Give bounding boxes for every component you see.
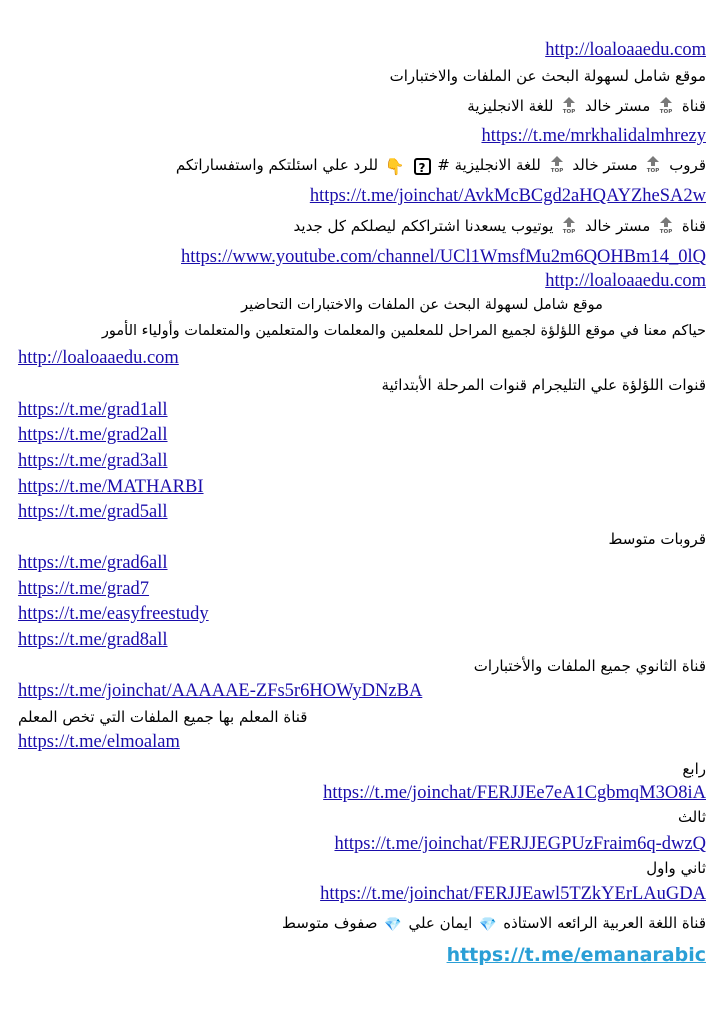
top-arrow-icon bbox=[657, 216, 675, 234]
link-text[interactable]: https://t.me/grad7 bbox=[18, 579, 150, 599]
link-easyfreestudy[interactable] bbox=[18, 604, 706, 625]
site-description-2: موقع شامل لسهولة البحث عن الملفات والاختبارات التحاضير bbox=[241, 297, 603, 313]
link-text[interactable]: https://t.me/grad6all bbox=[18, 553, 168, 573]
link-text[interactable]: http://loaloaaedu.com bbox=[545, 271, 706, 291]
label-eman: ايمان علي bbox=[408, 914, 473, 932]
link-grad2[interactable] bbox=[18, 425, 706, 446]
svg-text:TOP: TOP bbox=[550, 168, 563, 173]
question-mark-icon: ? bbox=[414, 158, 431, 175]
link-elmoalam[interactable] bbox=[18, 732, 706, 753]
top-arrow-icon bbox=[644, 155, 662, 173]
link-text[interactable]: https://t.me/easyfreestudy bbox=[18, 604, 209, 624]
channel-khalid-line bbox=[18, 96, 706, 115]
grade3-label: ثالث bbox=[677, 808, 706, 826]
label-channel: قناة bbox=[681, 97, 706, 115]
link-grad1[interactable] bbox=[18, 400, 706, 421]
label-mr-khalid: مستر خالد bbox=[572, 156, 638, 174]
label-english: للغة الانجليزية bbox=[467, 97, 554, 115]
label-middle-grades: صفوف متوسط bbox=[281, 914, 378, 932]
link-matharbi[interactable] bbox=[18, 477, 706, 498]
link-text[interactable]: https://t.me/mrkhalidalmhrezy bbox=[481, 126, 706, 146]
link-grade3-joinchat[interactable] bbox=[18, 834, 706, 855]
svg-text:TOP: TOP bbox=[659, 109, 673, 114]
label-english-hash: للغة الانجليزية # bbox=[437, 156, 541, 174]
top-arrow-icon bbox=[548, 155, 566, 173]
teacher-channel-text: قناة المعلم بها جميع الملفات التي تخص المعلم bbox=[18, 708, 308, 726]
link-grade4-joinchat[interactable] bbox=[18, 783, 706, 804]
site-description-1: موقع شامل لسهولة البحث عن الملفات والاختبارات bbox=[389, 67, 706, 85]
grade4-label: رابع bbox=[682, 760, 706, 778]
link-text[interactable]: https://t.me/joinchat/AvkMcBCgd2aHQAYZheSA2w bbox=[309, 186, 706, 206]
link-grad7[interactable] bbox=[18, 579, 706, 600]
link-text[interactable]: https://t.me/joinchat/FERJJEe7eA1CgbmqM3O8iA bbox=[323, 783, 706, 803]
link-youtube-channel[interactable] bbox=[18, 247, 706, 268]
link-grad6[interactable] bbox=[18, 553, 706, 574]
link-loaloaaedu-3[interactable] bbox=[18, 348, 706, 369]
label-group: قروب bbox=[669, 156, 706, 174]
link-text[interactable]: https://t.me/grad5all bbox=[18, 502, 168, 522]
link-text[interactable]: http://loaloaaedu.com bbox=[545, 40, 706, 60]
link-grad8[interactable] bbox=[18, 630, 706, 651]
youtube-khalid-line bbox=[18, 216, 706, 235]
grade1-2-label: ثاني واول bbox=[646, 859, 706, 877]
svg-text:TOP: TOP bbox=[659, 229, 673, 234]
link-text[interactable]: https://t.me/joinchat/AAAAAE-ZFs5r6HOWyDNzBA bbox=[18, 681, 423, 701]
link-text[interactable]: https://t.me/grad3all bbox=[18, 451, 168, 471]
link-text[interactable]: https://t.me/grad1all bbox=[18, 400, 168, 420]
link-text[interactable]: https://t.me/grad8all bbox=[18, 630, 168, 650]
link-emanarabic[interactable] bbox=[18, 944, 706, 966]
label-mr-khalid: مستر خالد bbox=[585, 97, 651, 115]
label-arabic-channel: قناة اللغة العربية الرائعه الاستاذه bbox=[503, 914, 706, 932]
top-arrow-icon bbox=[657, 96, 675, 114]
pointing-down-hand-icon: 👇 bbox=[384, 157, 405, 176]
welcome-text: حياكم معنا في موقع اللؤلؤة لجميع المراحل للمعلمين والمعلمات والمتعلمين والمتعلمات وأولياء الأمور bbox=[101, 323, 706, 339]
link-text[interactable]: https://t.me/MATHARBI bbox=[18, 477, 204, 497]
link-secondary-joinchat[interactable] bbox=[18, 681, 706, 702]
link-loaloaaedu-2[interactable] bbox=[18, 271, 706, 292]
arabic-teacher-line bbox=[18, 914, 706, 933]
label-mr-khalid: مستر خالد bbox=[585, 217, 651, 235]
svg-text:TOP: TOP bbox=[647, 168, 660, 173]
link-text[interactable]: https://t.me/joinchat/FERJJEawl5TZkYErLAuGDA bbox=[320, 884, 706, 904]
link-text[interactable]: https://www.youtube.com/channel/UCl1WmsfMu2m6QOHBm14_0lQ bbox=[181, 247, 706, 267]
label-channel: قناة bbox=[681, 217, 706, 235]
link-mrkhalid[interactable] bbox=[18, 126, 706, 147]
gem-icon: 💎 bbox=[384, 917, 402, 933]
middle-groups-heading: قروبات متوسط bbox=[608, 530, 706, 548]
link-loaloaaedu-1[interactable] bbox=[18, 40, 706, 61]
top-arrow-icon bbox=[560, 216, 578, 234]
label-reply: للرد علي اسئلتكم واستفساراتكم bbox=[175, 156, 379, 174]
link-joinchat-khalid[interactable] bbox=[18, 186, 706, 207]
link-text[interactable]: https://t.me/emanarabic bbox=[446, 944, 706, 966]
gem-icon: 💎 bbox=[479, 917, 497, 933]
secondary-channel-heading: قناة الثانوي جميع الملفات والأختبارات bbox=[473, 657, 706, 675]
link-text[interactable]: http://loaloaaedu.com bbox=[18, 348, 179, 368]
link-grad3[interactable] bbox=[18, 451, 706, 472]
teacher-channel-heading bbox=[18, 708, 706, 726]
top-arrow-icon bbox=[560, 96, 578, 114]
link-text[interactable]: https://t.me/grad2all bbox=[18, 425, 168, 445]
telegram-primary-heading: قنوات اللؤلؤة علي التليجرام قنوات المرحلة الأبتدائية bbox=[381, 376, 706, 394]
svg-text:TOP: TOP bbox=[563, 229, 576, 234]
group-khalid-line bbox=[18, 155, 706, 176]
link-grade1-2-joinchat[interactable] bbox=[18, 884, 706, 905]
link-text[interactable]: https://t.me/joinchat/FERJJEGPUzFraim6q-dwzQ bbox=[334, 834, 706, 854]
label-youtube: يوتيوب يسعدنا اشتراككم ليصلكم كل جديد bbox=[293, 217, 554, 235]
svg-text:TOP: TOP bbox=[563, 109, 576, 114]
link-text[interactable]: https://t.me/elmoalam bbox=[18, 732, 180, 752]
link-grad5[interactable] bbox=[18, 502, 706, 523]
